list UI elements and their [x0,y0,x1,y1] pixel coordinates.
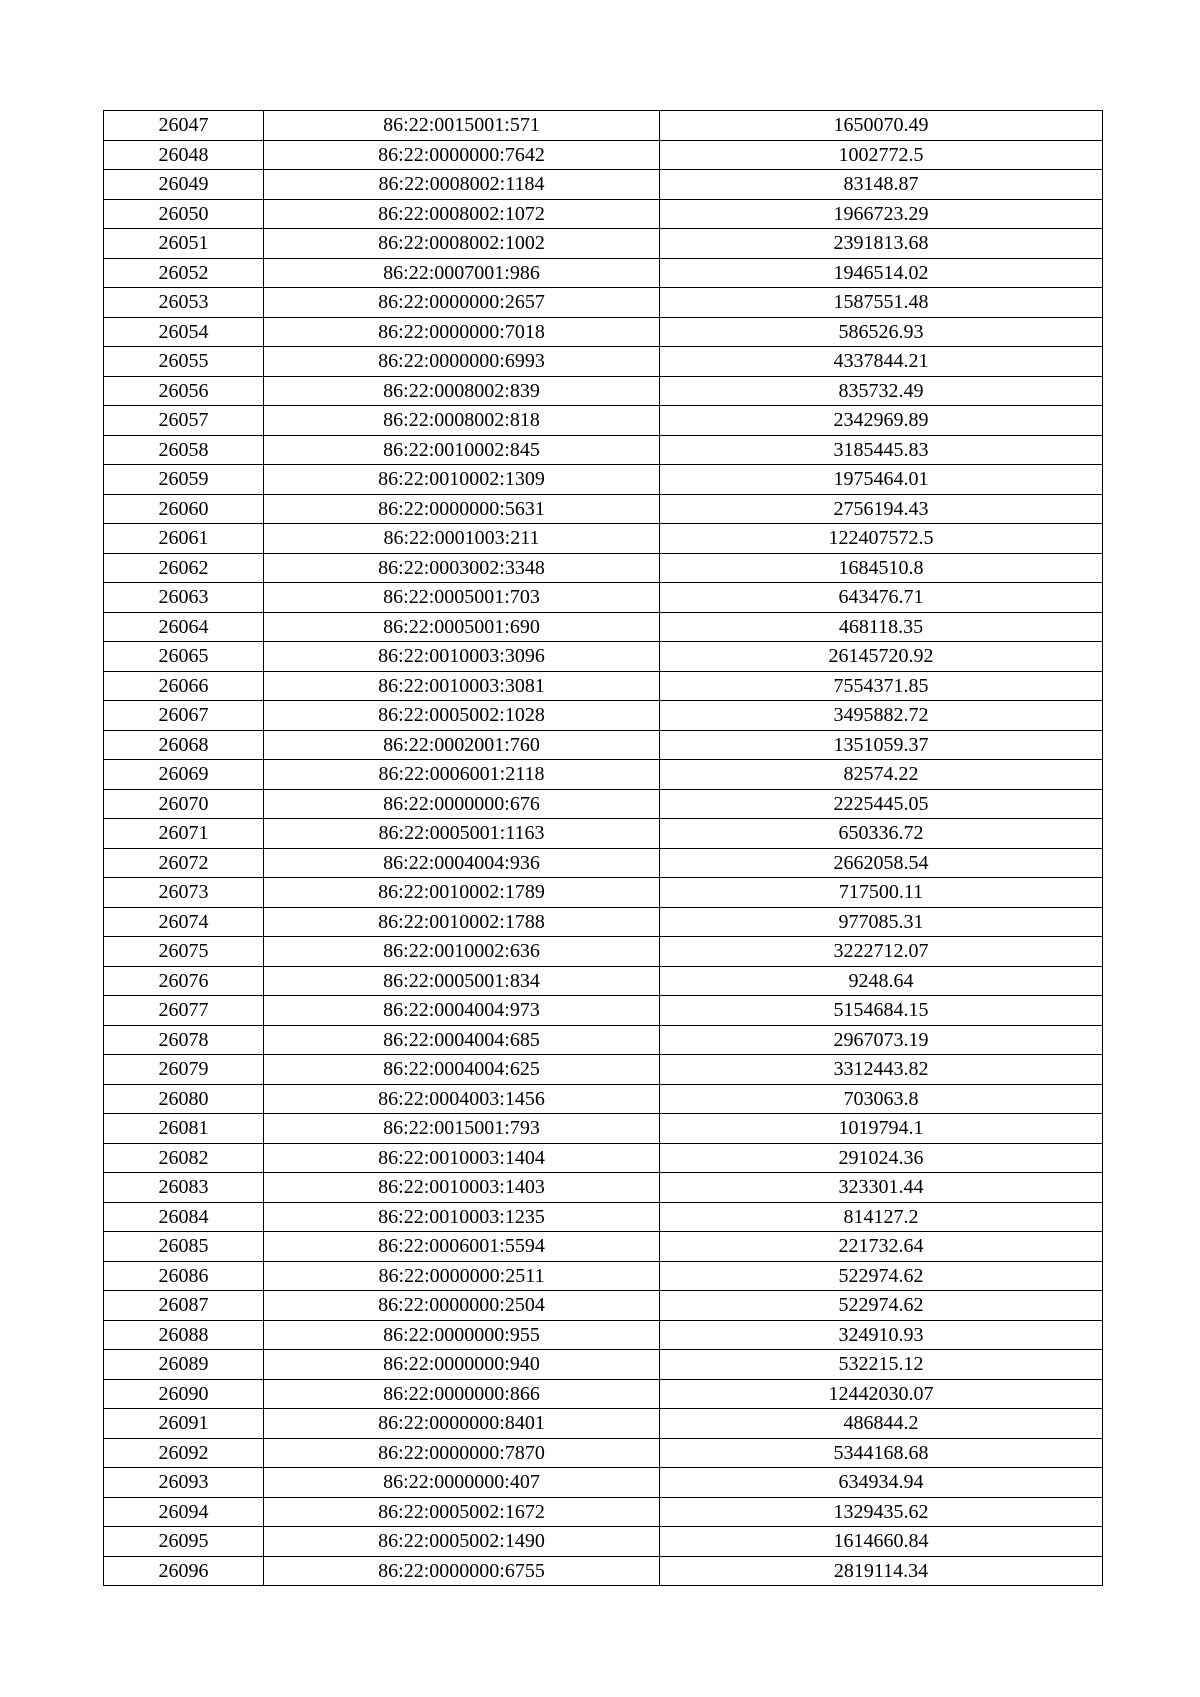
cadastral-number-cell: 86:22:0006001:5594 [264,1232,660,1262]
row-number-cell: 26085 [104,1232,264,1262]
cadastral-number-cell: 86:22:0000000:940 [264,1350,660,1380]
table-row [104,583,1103,613]
cadastral-number-cell: 86:22:0010002:1309 [264,465,660,495]
table-row [104,317,1103,347]
cadastral-number-cell: 86:22:0000000:407 [264,1468,660,1498]
cadastral-number-cell: 86:22:0010002:1789 [264,878,660,908]
cadastral-number-cell: 86:22:0010003:3096 [264,642,660,672]
value-cell: 122407572.5 [660,524,1103,554]
row-number-cell: 26059 [104,465,264,495]
cadastral-number-cell: 86:22:0000000:6993 [264,347,660,377]
value-cell: 1329435.62 [660,1497,1103,1527]
cadastral-number-cell: 86:22:0010003:1404 [264,1143,660,1173]
cadastral-number-cell: 86:22:0000000:8401 [264,1409,660,1439]
cadastral-number-cell: 86:22:0000000:866 [264,1379,660,1409]
table-row [104,1143,1103,1173]
value-cell: 324910.93 [660,1320,1103,1350]
cadastral-number-cell: 86:22:0002001:760 [264,730,660,760]
value-cell: 291024.36 [660,1143,1103,1173]
row-number-cell: 26065 [104,642,264,672]
table-row [104,671,1103,701]
cadastral-number-cell: 86:22:0015001:793 [264,1114,660,1144]
table-row [104,406,1103,436]
data-table [103,110,1103,1586]
cadastral-number-cell: 86:22:0004004:936 [264,848,660,878]
value-cell: 532215.12 [660,1350,1103,1380]
cadastral-number-cell: 86:22:0008002:839 [264,376,660,406]
row-number-cell: 26064 [104,612,264,642]
row-number-cell: 26082 [104,1143,264,1173]
table-row [104,524,1103,554]
row-number-cell: 26056 [104,376,264,406]
value-cell: 7554371.85 [660,671,1103,701]
row-number-cell: 26061 [104,524,264,554]
value-cell: 4337844.21 [660,347,1103,377]
table-row [104,1025,1103,1055]
value-cell: 1684510.8 [660,553,1103,583]
table-row [104,1261,1103,1291]
table-row [104,1409,1103,1439]
cadastral-number-cell: 86:22:0004004:973 [264,996,660,1026]
table-row [104,465,1103,495]
row-number-cell: 26058 [104,435,264,465]
value-cell: 5344168.68 [660,1438,1103,1468]
table-body [104,111,1103,1586]
row-number-cell: 26049 [104,170,264,200]
table-row [104,996,1103,1026]
row-number-cell: 26091 [104,1409,264,1439]
cadastral-number-cell: 86:22:0005001:834 [264,966,660,996]
cadastral-number-cell: 86:22:0003002:3348 [264,553,660,583]
row-number-cell: 26067 [104,701,264,731]
cadastral-number-cell: 86:22:0010002:636 [264,937,660,967]
value-cell: 2342969.89 [660,406,1103,436]
value-cell: 5154684.15 [660,996,1103,1026]
value-cell: 3312443.82 [660,1055,1103,1085]
row-number-cell: 26055 [104,347,264,377]
table-row [104,170,1103,200]
row-number-cell: 26047 [104,111,264,141]
cadastral-number-cell: 86:22:0010003:3081 [264,671,660,701]
row-number-cell: 26053 [104,288,264,318]
value-cell: 3495882.72 [660,701,1103,731]
table-row [104,1202,1103,1232]
row-number-cell: 26069 [104,760,264,790]
cadastral-number-cell: 86:22:0000000:7642 [264,140,660,170]
row-number-cell: 26060 [104,494,264,524]
table-row [104,435,1103,465]
row-number-cell: 26078 [104,1025,264,1055]
table-row [104,612,1103,642]
value-cell: 835732.49 [660,376,1103,406]
value-cell: 650336.72 [660,819,1103,849]
row-number-cell: 26073 [104,878,264,908]
row-number-cell: 26080 [104,1084,264,1114]
row-number-cell: 26093 [104,1468,264,1498]
row-number-cell: 26090 [104,1379,264,1409]
cadastral-number-cell: 86:22:0005001:1163 [264,819,660,849]
cadastral-number-cell: 86:22:0001003:211 [264,524,660,554]
cadastral-number-cell: 86:22:0010002:1788 [264,907,660,937]
value-cell: 522974.62 [660,1291,1103,1321]
cadastral-number-cell: 86:22:0010003:1403 [264,1173,660,1203]
table-row [104,1468,1103,1498]
table-row [104,1232,1103,1262]
row-number-cell: 26057 [104,406,264,436]
table-row [104,1497,1103,1527]
table-row [104,288,1103,318]
cadastral-number-cell: 86:22:0008002:1072 [264,199,660,229]
value-cell: 2662058.54 [660,848,1103,878]
value-cell: 323301.44 [660,1173,1103,1203]
row-number-cell: 26094 [104,1497,264,1527]
row-number-cell: 26076 [104,966,264,996]
row-number-cell: 26048 [104,140,264,170]
cadastral-number-cell: 86:22:0004003:1456 [264,1084,660,1114]
table-row [104,642,1103,672]
value-cell: 814127.2 [660,1202,1103,1232]
value-cell: 1650070.49 [660,111,1103,141]
cadastral-number-cell: 86:22:0000000:6755 [264,1556,660,1586]
value-cell: 12442030.07 [660,1379,1103,1409]
row-number-cell: 26062 [104,553,264,583]
table-row [104,1379,1103,1409]
table-row [104,819,1103,849]
value-cell: 717500.11 [660,878,1103,908]
table-row [104,1291,1103,1321]
row-number-cell: 26051 [104,229,264,259]
value-cell: 83148.87 [660,170,1103,200]
cadastral-number-cell: 86:22:0000000:7018 [264,317,660,347]
table-row [104,848,1103,878]
value-cell: 977085.31 [660,907,1103,937]
table-row [104,760,1103,790]
row-number-cell: 26089 [104,1350,264,1380]
cadastral-number-cell: 86:22:0010002:845 [264,435,660,465]
value-cell: 1351059.37 [660,730,1103,760]
value-cell: 2967073.19 [660,1025,1103,1055]
value-cell: 1975464.01 [660,465,1103,495]
document-page [103,110,1102,1586]
value-cell: 221732.64 [660,1232,1103,1262]
value-cell: 586526.93 [660,317,1103,347]
table-row [104,1114,1103,1144]
table-row [104,376,1103,406]
table-row [104,966,1103,996]
table-row [104,553,1103,583]
table-row [104,730,1103,760]
row-number-cell: 26095 [104,1527,264,1557]
cadastral-number-cell: 86:22:0000000:955 [264,1320,660,1350]
table-row [104,1055,1103,1085]
table-row [104,140,1103,170]
table-row [104,878,1103,908]
value-cell: 522974.62 [660,1261,1103,1291]
row-number-cell: 26083 [104,1173,264,1203]
cadastral-number-cell: 86:22:0005001:690 [264,612,660,642]
table-row [104,494,1103,524]
value-cell: 2225445.05 [660,789,1103,819]
row-number-cell: 26075 [104,937,264,967]
cadastral-number-cell: 86:22:0004004:685 [264,1025,660,1055]
value-cell: 468118.35 [660,612,1103,642]
row-number-cell: 26068 [104,730,264,760]
value-cell: 703063.8 [660,1084,1103,1114]
cadastral-number-cell: 86:22:0000000:676 [264,789,660,819]
cadastral-number-cell: 86:22:0000000:7870 [264,1438,660,1468]
cadastral-number-cell: 86:22:0010003:1235 [264,1202,660,1232]
row-number-cell: 26063 [104,583,264,613]
cadastral-number-cell: 86:22:0005002:1672 [264,1497,660,1527]
table-row [104,789,1103,819]
row-number-cell: 26072 [104,848,264,878]
cadastral-number-cell: 86:22:0000000:5631 [264,494,660,524]
table-row [104,1084,1103,1114]
row-number-cell: 26071 [104,819,264,849]
row-number-cell: 26084 [104,1202,264,1232]
table-row [104,1556,1103,1586]
table-row [104,258,1103,288]
value-cell: 82574.22 [660,760,1103,790]
table-row [104,1350,1103,1380]
table-row [104,1438,1103,1468]
row-number-cell: 26081 [104,1114,264,1144]
table-row [104,701,1103,731]
cadastral-number-cell: 86:22:0005002:1490 [264,1527,660,1557]
cadastral-number-cell: 86:22:0004004:625 [264,1055,660,1085]
cadastral-number-cell: 86:22:0015001:571 [264,111,660,141]
row-number-cell: 26066 [104,671,264,701]
value-cell: 1946514.02 [660,258,1103,288]
cadastral-number-cell: 86:22:0008002:1184 [264,170,660,200]
row-number-cell: 26092 [104,1438,264,1468]
cadastral-number-cell: 86:22:0007001:986 [264,258,660,288]
cadastral-number-cell: 86:22:0000000:2511 [264,1261,660,1291]
value-cell: 1614660.84 [660,1527,1103,1557]
value-cell: 1019794.1 [660,1114,1103,1144]
row-number-cell: 26052 [104,258,264,288]
cadastral-number-cell: 86:22:0005002:1028 [264,701,660,731]
value-cell: 1002772.5 [660,140,1103,170]
value-cell: 1587551.48 [660,288,1103,318]
cadastral-number-cell: 86:22:0008002:1002 [264,229,660,259]
value-cell: 9248.64 [660,966,1103,996]
value-cell: 2819114.34 [660,1556,1103,1586]
row-number-cell: 26096 [104,1556,264,1586]
value-cell: 486844.2 [660,1409,1103,1439]
row-number-cell: 26050 [104,199,264,229]
table-row [104,347,1103,377]
row-number-cell: 26079 [104,1055,264,1085]
value-cell: 643476.71 [660,583,1103,613]
value-cell: 2756194.43 [660,494,1103,524]
table-row [104,1527,1103,1557]
table-row [104,229,1103,259]
cadastral-number-cell: 86:22:0005001:703 [264,583,660,613]
table-row [104,199,1103,229]
value-cell: 1966723.29 [660,199,1103,229]
value-cell: 3185445.83 [660,435,1103,465]
cadastral-number-cell: 86:22:0000000:2504 [264,1291,660,1321]
row-number-cell: 26070 [104,789,264,819]
cadastral-number-cell: 86:22:0006001:2118 [264,760,660,790]
value-cell: 634934.94 [660,1468,1103,1498]
table-row [104,1320,1103,1350]
table-row [104,907,1103,937]
table-row [104,937,1103,967]
row-number-cell: 26074 [104,907,264,937]
value-cell: 26145720.92 [660,642,1103,672]
cadastral-number-cell: 86:22:0008002:818 [264,406,660,436]
row-number-cell: 26054 [104,317,264,347]
table-row [104,1173,1103,1203]
value-cell: 2391813.68 [660,229,1103,259]
row-number-cell: 26087 [104,1291,264,1321]
row-number-cell: 26077 [104,996,264,1026]
value-cell: 3222712.07 [660,937,1103,967]
table-row [104,111,1103,141]
row-number-cell: 26086 [104,1261,264,1291]
row-number-cell: 26088 [104,1320,264,1350]
cadastral-number-cell: 86:22:0000000:2657 [264,288,660,318]
